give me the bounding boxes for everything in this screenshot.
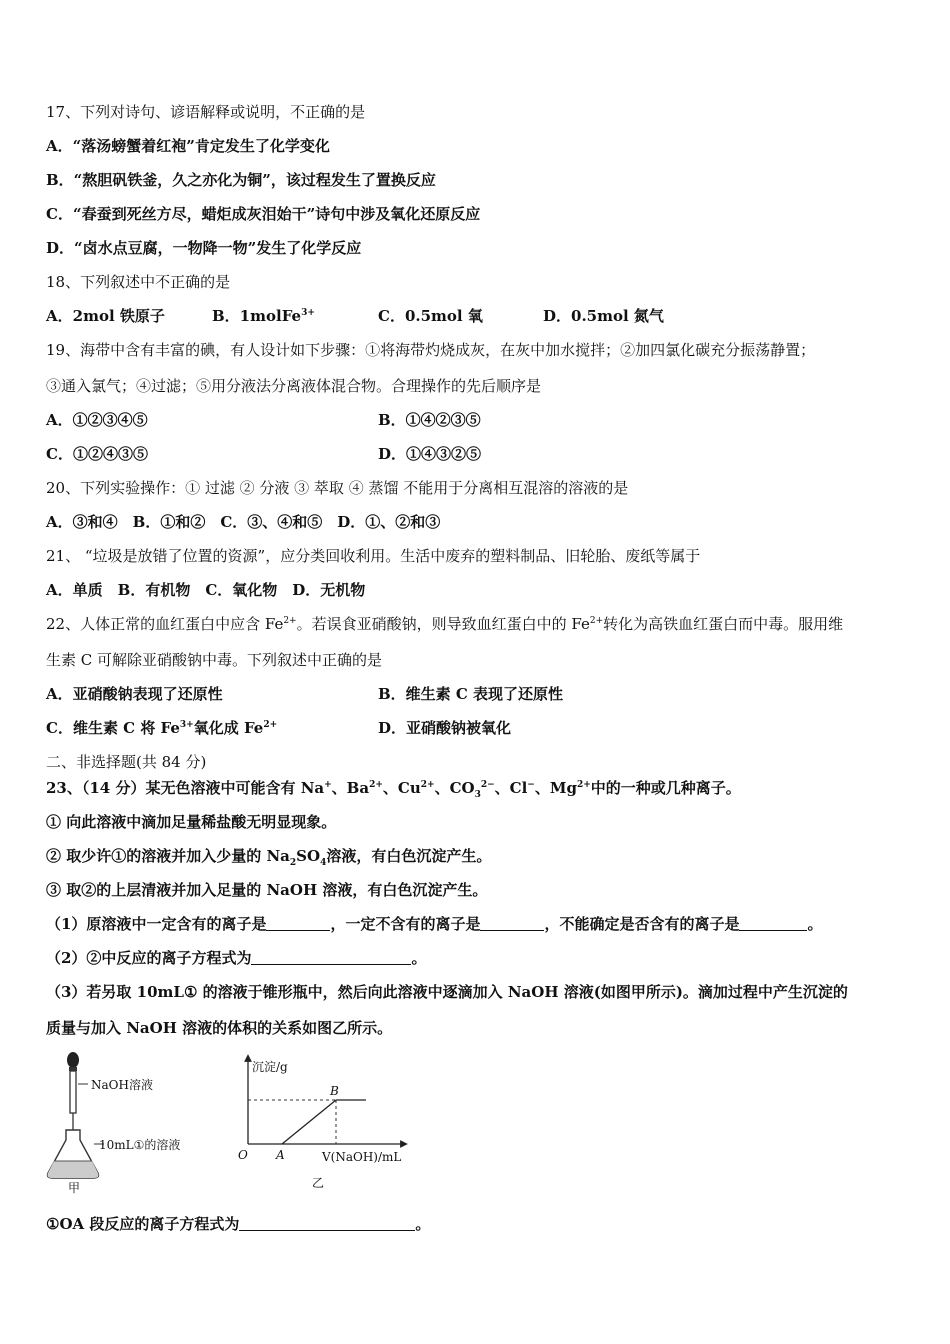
q23-step3: ③ 取②的上层清液并加入足量的 NaOH 溶液，有白色沉淀产生。 xyxy=(46,881,488,899)
q17-stem: 17、下列对诗句、谚语解释或说明，不正确的是 xyxy=(46,103,366,121)
q23-part3-line1: （3）若另取 10mL① 的溶液于锥形瓶中，然后向此溶液中逐滴加入 NaOH 溶液(如图甲所示)。滴加过程中产生沉淀的 xyxy=(46,983,848,1001)
q19-option-a: A．①②③④⑤ xyxy=(46,411,148,429)
q23-stem-a: 23、（14 分）某无色溶液中可能含有 Na xyxy=(46,779,325,797)
q23-ion1-sup: + xyxy=(324,780,332,790)
figure-yi-ylabel: 沉淀/g xyxy=(252,1060,288,1074)
q19-option-c: C．①②④③⑤ xyxy=(46,445,148,463)
q23-step2-a: ② 取少许①的溶液并加入少量的 Na xyxy=(46,847,290,865)
q23-part1-d: 。 xyxy=(807,915,823,933)
q23-ion6-sup: 2+ xyxy=(576,780,591,790)
q23-part2 xyxy=(46,948,426,968)
q17-option-b: B．“熬胆矾铁釜，久之亦化为铜”，该过程发生了置换反应 xyxy=(46,171,436,189)
figure-yi-point-b: B xyxy=(330,1084,339,1098)
q23-part1-b: ，一定不含有的离子是 xyxy=(330,915,481,933)
q19-stem-line2: ③通入氯气；④过滤；⑤用分液法分离液体混合物。合理操作的先后顺序是 xyxy=(46,377,542,395)
figure-yi-caption: 乙 xyxy=(312,1176,325,1190)
q23-step2 xyxy=(46,846,491,866)
figure-yi-origin: O xyxy=(238,1148,248,1162)
figure-jia-label-naoh: NaOH溶液 xyxy=(91,1078,153,1092)
q22-option-c-a: C．维生素 C 将 Fe xyxy=(46,719,180,737)
q21-options: A．单质 B．有机物 C．氧化物 D．无机物 xyxy=(46,581,366,599)
answer-blank-1[interactable] xyxy=(266,916,330,931)
q23-ion4: 、CO xyxy=(434,779,475,797)
q23-part1 xyxy=(46,914,823,934)
q18-option-d: D．0.5mol 氮气 xyxy=(543,307,664,325)
q23-ion2-sup: 2+ xyxy=(369,780,383,790)
q23-ion3: 、Cu xyxy=(382,779,421,797)
dropper-bulb-icon xyxy=(67,1052,79,1068)
q23-ion4-sup: 2− xyxy=(480,780,495,790)
q23-sub1 xyxy=(46,1214,430,1234)
answer-blank-4[interactable] xyxy=(251,950,411,965)
q23-step1: ① 向此溶液中滴加足量稀盐酸无明显现象。 xyxy=(46,813,337,831)
figure-jia xyxy=(46,1048,216,1198)
q23-part1-c: ，不能确定是否含有的离子是 xyxy=(544,915,740,933)
q23-sub1-b: 。 xyxy=(415,1215,431,1233)
q17-option-d: D．“卤水点豆腐，一物降一物”发生了化学反应 xyxy=(46,239,362,257)
q22-text-b: 。若误食亚硝酸钠，则导致血红蛋白中的 Fe xyxy=(296,615,590,633)
q23-ion6: 、Mg xyxy=(534,779,577,797)
q20-options: A．③和④ B．①和② C．③、④和⑤ D．①、②和③ xyxy=(46,513,441,531)
figure-yi xyxy=(236,1052,416,1192)
q18-option-b-charge: 3+ xyxy=(301,308,315,318)
q22-stem-line2: 生素 C 可解除亚硝酸钠中毒。下列叙述中正确的是 xyxy=(46,651,383,669)
q23-ion2: 、Ba xyxy=(331,779,370,797)
q23-step2-sub1: 2 xyxy=(289,858,297,868)
q23-sub1-a: ①OA 段反应的离子方程式为 xyxy=(46,1215,240,1233)
q22-option-c-sup1: 3+ xyxy=(179,720,194,730)
q17-option-a: A．“落汤螃蟹着红袍”肯定发生了化学变化 xyxy=(46,137,330,155)
q23-part2-b: 。 xyxy=(411,949,427,967)
q23-step2-sub2: 4 xyxy=(320,858,327,868)
q22-option-c-sup2: 2+ xyxy=(263,720,278,730)
q23-ion4-sub: 3 xyxy=(474,790,481,800)
q20-stem: 20、下列实验操作：① 过滤 ② 分液 ③ 萃取 ④ 蒸馏 不能用于分离相互混溶的溶液的是 xyxy=(46,479,629,497)
q18-stem: 18、下列叙述中不正确的是 xyxy=(46,273,231,291)
q22-text-a: 22、人体正常的血红蛋白中应含 Fe xyxy=(46,615,284,633)
q23-ion5: 、Cl xyxy=(494,779,528,797)
flask-dropper-diagram xyxy=(46,1048,216,1198)
q23-part3-line2: 质量与加入 NaOH 溶液的体积的关系如图乙所示。 xyxy=(46,1019,393,1037)
dropper-tube xyxy=(70,1071,76,1113)
figure-yi-xlabel: V(NaOH)/mL xyxy=(322,1150,402,1164)
q19-option-d: D．①④③②⑤ xyxy=(378,445,482,463)
q22-text-c: 转化为高铁血红蛋白而中毒。服用维 xyxy=(603,615,844,633)
q19-stem-line1: 19、海带中含有丰富的碘，有人设计如下步骤：①将海带灼烧成灰，在灰中加水搅拌；②加四氯化碳充分振荡静置； xyxy=(46,341,816,359)
answer-blank-5[interactable] xyxy=(239,1216,415,1231)
q19-option-b: B．①④②③⑤ xyxy=(378,411,481,429)
q23-part2-a: （2）②中反应的离子方程式为 xyxy=(46,949,252,967)
q23-part1-a: （1）原溶液中一定含有的离子是 xyxy=(46,915,267,933)
figure-jia-label-solution: 10mL①的溶液 xyxy=(99,1138,181,1152)
q22-option-c xyxy=(46,718,277,738)
answer-blank-2[interactable] xyxy=(480,916,544,931)
q23-step2-c: 溶液，有白色沉淀产生。 xyxy=(326,847,492,865)
line-segment-AB xyxy=(282,1100,336,1144)
q18-option-b-text: B．1molFe xyxy=(212,307,302,325)
figure-jia-caption: 甲 xyxy=(68,1181,81,1195)
q23-stem xyxy=(46,778,741,798)
q22-option-b: B．维生素 C 表现了还原性 xyxy=(378,685,564,703)
q22-option-a: A．亚硝酸钠表现了还原性 xyxy=(46,685,223,703)
q22-stem-line1 xyxy=(46,614,843,634)
q23-step2-b: SO xyxy=(296,847,321,865)
q23-ion3-sup: 2+ xyxy=(420,780,435,790)
q18-option-c: C．0.5mol 氧 xyxy=(378,307,483,325)
q22-sup-1: 2+ xyxy=(283,616,297,626)
section-heading: 二、非选择题(共 84 分) xyxy=(46,753,207,771)
answer-blank-3[interactable] xyxy=(739,916,807,931)
q23-ion5-sup: − xyxy=(527,780,535,790)
figure-yi-point-a: A xyxy=(276,1148,285,1162)
q17-option-c: C．“春蚕到死丝方尽，蜡炬成灰泪始干”诗句中涉及氧化还原反应 xyxy=(46,205,481,223)
q18-option-a: A．2mol 铁原子 xyxy=(46,307,165,325)
q21-stem: 21、 “垃圾是放错了位置的资源”，应分类回收利用。生活中废弃的塑料制品、旧轮胎、废纸等属于 xyxy=(46,547,701,565)
q23-stem-b: 中的一种或几种离子。 xyxy=(590,779,741,797)
q22-option-d: D．亚硝酸钠被氧化 xyxy=(378,719,512,737)
q18-option-b xyxy=(212,306,315,326)
q22-sup-2: 2+ xyxy=(589,616,604,626)
q22-option-c-b: 氧化成 Fe xyxy=(193,719,264,737)
